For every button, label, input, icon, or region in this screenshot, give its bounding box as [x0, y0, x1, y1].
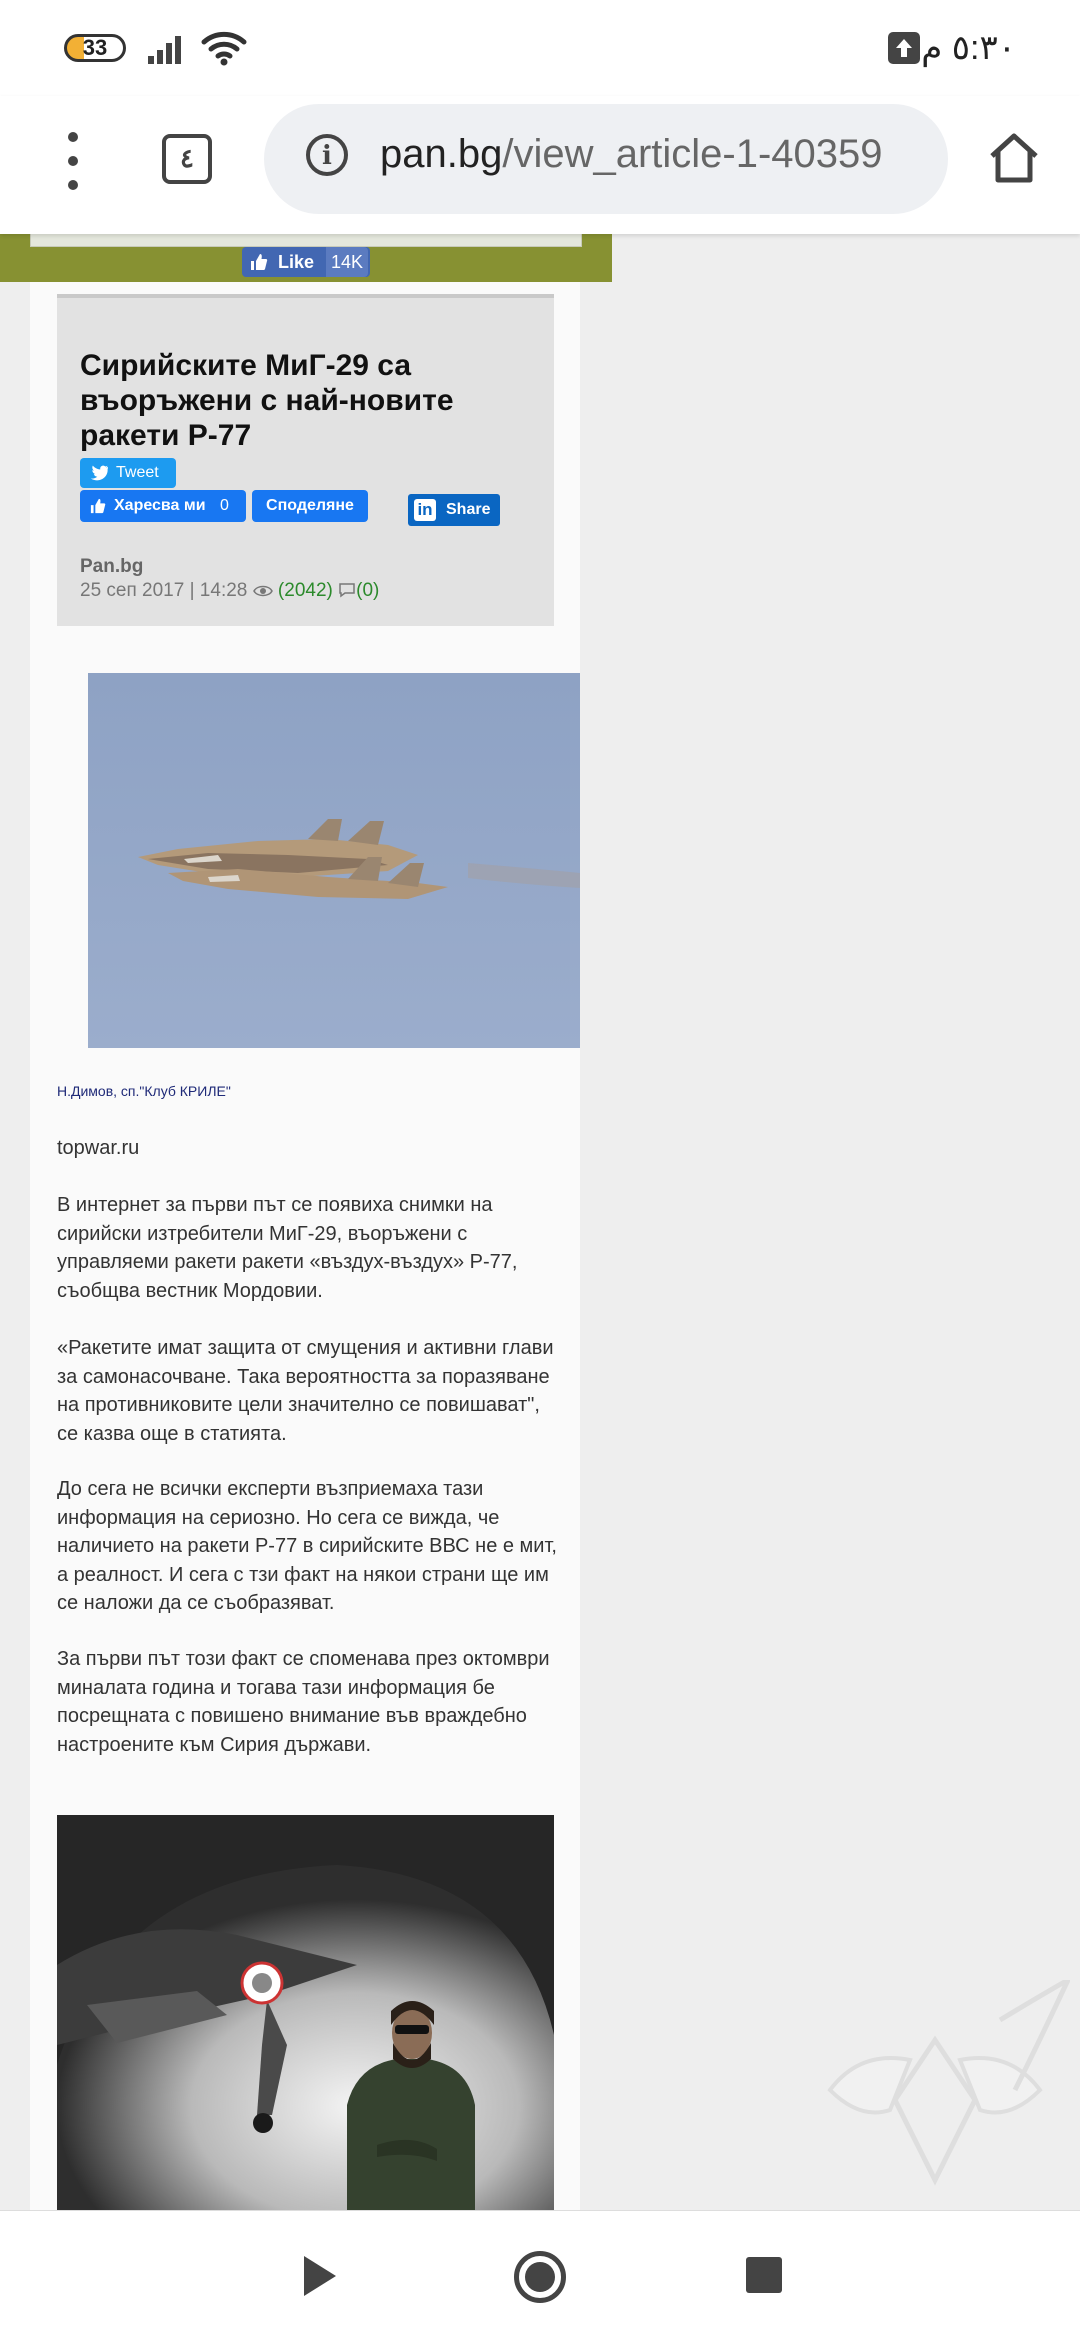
article-paragraph: topwar.ru: [57, 1137, 140, 1159]
tweet-label: Tweet: [116, 464, 159, 481]
battery-level: 33: [82, 35, 108, 60]
info-icon[interactable]: i: [306, 134, 348, 176]
home-icon[interactable]: [986, 130, 1042, 186]
article-paragraph: «Ракетите имат защита от смущения и активни глави за самонасочване. Така вероятността за поразяване на противниковите цели значително се повишават", се казва още в статията.: [57, 1337, 554, 1445]
linkedin-share-button[interactable]: [408, 494, 500, 526]
tweet-button[interactable]: [80, 458, 176, 488]
facebook-page-like-button[interactable]: [242, 247, 370, 277]
article-paragraph: До сега не всички експерти възприемаха тази информация на сериозно. Но сега се вижда, че наличието на ракети Р-77 в сирийските ВВС не е мит, а реалност. И сега с тзи факт на някои страни ще им се наложи да се съобразяват.: [57, 1478, 557, 1614]
back-icon[interactable]: [300, 2253, 340, 2299]
wifi-icon: [200, 30, 248, 66]
article-date: 25 сеп 2017 | 14:28: [80, 580, 248, 601]
status-time: ٥:٣٠ م: [921, 29, 1016, 67]
thumbs-up-icon: [90, 498, 106, 514]
upload-icon: [888, 32, 920, 64]
header-panel: [30, 234, 582, 247]
url-path: /view_article-1-40359: [502, 132, 883, 176]
article-image-jets: [88, 673, 580, 1048]
watermark-logo: [800, 1980, 1070, 2200]
like-label: Харесва ми: [114, 497, 206, 514]
url-host: pan.bg: [380, 132, 503, 176]
like-label: Like: [278, 252, 315, 272]
address-bar[interactable]: [264, 104, 948, 214]
like-count: 14K: [326, 247, 368, 277]
facebook-like-button[interactable]: [80, 490, 246, 522]
recent-apps-icon[interactable]: [746, 2257, 782, 2293]
more-menu-icon[interactable]: [66, 132, 80, 194]
url-text[interactable]: [380, 132, 940, 177]
view-count: (2042): [277, 580, 333, 601]
tab-count: ٤: [180, 143, 194, 173]
image-caption: Н.Димов, сп."Клуб КРИЛЕ": [57, 1083, 231, 1099]
comment-count: (0): [356, 580, 380, 601]
signal-icon: [148, 34, 188, 64]
navigation-bar: [0, 2210, 1080, 2341]
comment-icon: [338, 582, 356, 598]
linkedin-icon: in: [414, 499, 436, 521]
tab-switcher-button[interactable]: [162, 134, 212, 184]
status-bar: [0, 0, 1080, 96]
eye-icon: [253, 584, 273, 598]
article-paragraph: В интернет за първи път се появиха снимки на сирийски изтребители МиГ-29, въоръжени с управляеми ракети ракети «въздух-въздух» Р-77, съобщва вестник Мордовии.: [57, 1194, 518, 1302]
nav-home-icon[interactable]: [514, 2251, 566, 2303]
linkedin-share-label: Share: [446, 501, 491, 518]
facebook-share-button[interactable]: Споделяне: [252, 490, 368, 522]
article-paragraph: За първи път този факт се споменава през октомври миналата година и тогава тази информация бе посрещната с повишено внимание във враждебно настроените към Сирия държави.: [57, 1648, 550, 1756]
article-meta: [80, 580, 379, 602]
battery-icon: [64, 34, 126, 62]
article-image-pilot: [57, 1815, 554, 2210]
like-count: 0: [220, 497, 229, 514]
article-source: Pan.bg: [80, 556, 144, 577]
twitter-bird-icon: [90, 465, 108, 481]
thumbs-up-icon: [250, 253, 268, 271]
browser-toolbar: [0, 96, 1080, 234]
article-title: Сирийските МиГ-29 са въоръжени с най-новите ракети Р-77: [80, 349, 454, 452]
